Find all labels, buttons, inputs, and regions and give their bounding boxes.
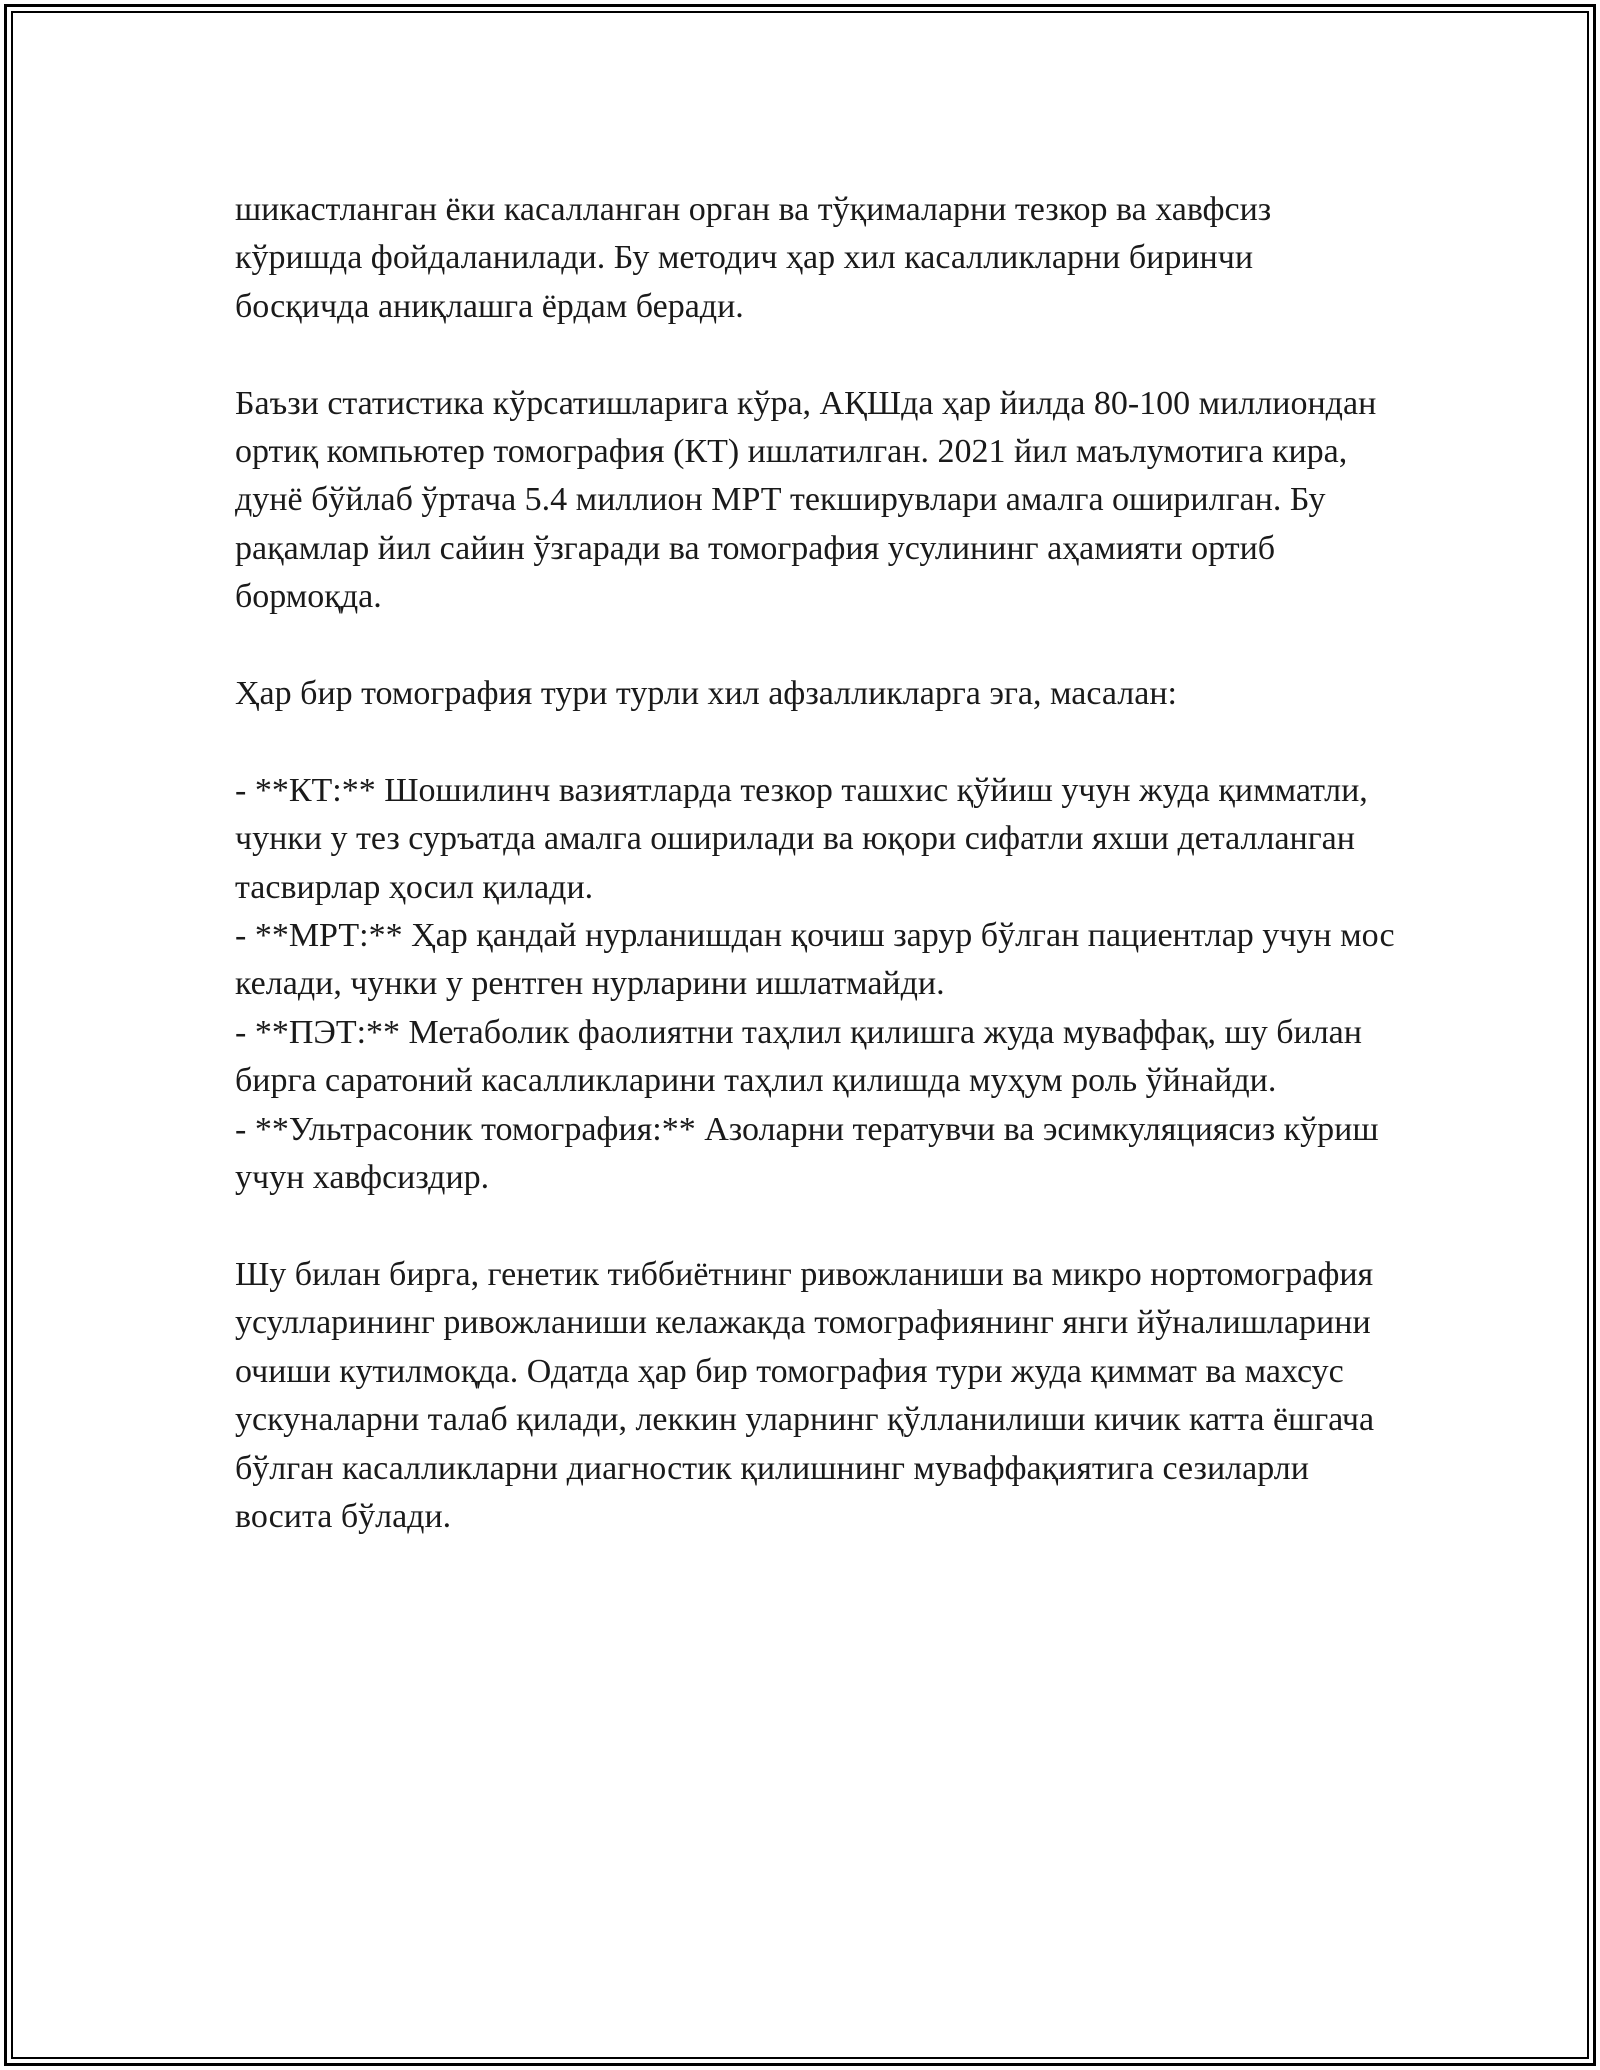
document-body [235, 186, 1395, 1590]
paragraph-advantages-intro: Ҳар бир томография тури турли хил афзалликларга эга, масалан: [235, 675, 1177, 713]
advantages-list [235, 767, 1395, 1203]
list-item-ct: - **КТ:** Шошилинч вазиятларда тезкор ташхис қўйиш учун жуда қимматли, чунки у тез суръатда амалга оширилади ва юқори сифатли яхши деталланган тасвирлар ҳосил қилади. [235, 771, 1368, 906]
paragraph-future: Шу билан бирга, генетик тиббиётнинг ривожланиши ва микро нортомография усулларининг ривожланиши келажакда томографиянинг янги йўналишларини очиши кутилмоқда. Одатда ҳар бир томография тури жуда қиммат ва махсус ускуналарни талаб қилади, леккин уларнинг қўлланилиши кичик катта ёшгача бўлган касалликларни диагностик қилишнинг муваффақиятига сезиларли восита бўлади. [235, 1255, 1375, 1535]
paragraph-statistics: Баъзи статистика кўрсатишларига кўра, АҚШда ҳар йилда 80-100 миллиондан ортиқ компьютер томография (КТ) ишлатилган. 2021 йил маълумотига кира, дунё бўйлаб ўртача 5.4 миллион МРТ текширувлари амалга оширилган. Бу рақамлар йил сайин ўзгаради ва томография усулининг аҳамияти ортиб бормоқда. [235, 384, 1377, 616]
list-item-mri: - **МРТ:** Ҳар қандай нурланишдан қочиш зарур бўлган пациентлар учун мос келади, чунки у рентген нурларини ишлатмайди. [235, 917, 1395, 1003]
paragraph-imaging-use: шикастланган ёки касалланган орган ва тўқималарни тезкор ва хавфсиз кўришда фойдаланилади. Бу методич ҳар хил касалликларни биринчи босқичда аниқлашга ёрдам беради. [235, 191, 1272, 325]
list-item-ultrasound: - **Ультрасоник томография:** Азоларни тератувчи ва эсимкуляциясиз кўриш учун хавфсиздир. [235, 1110, 1379, 1197]
list-item-pet: - **ПЭТ:** Метаболик фаолиятни таҳлил қилишга жуда муваффақ, шу билан бирга саратоний касалликларини таҳлил қилишда муҳум роль ўйнайди. [235, 1013, 1362, 1100]
